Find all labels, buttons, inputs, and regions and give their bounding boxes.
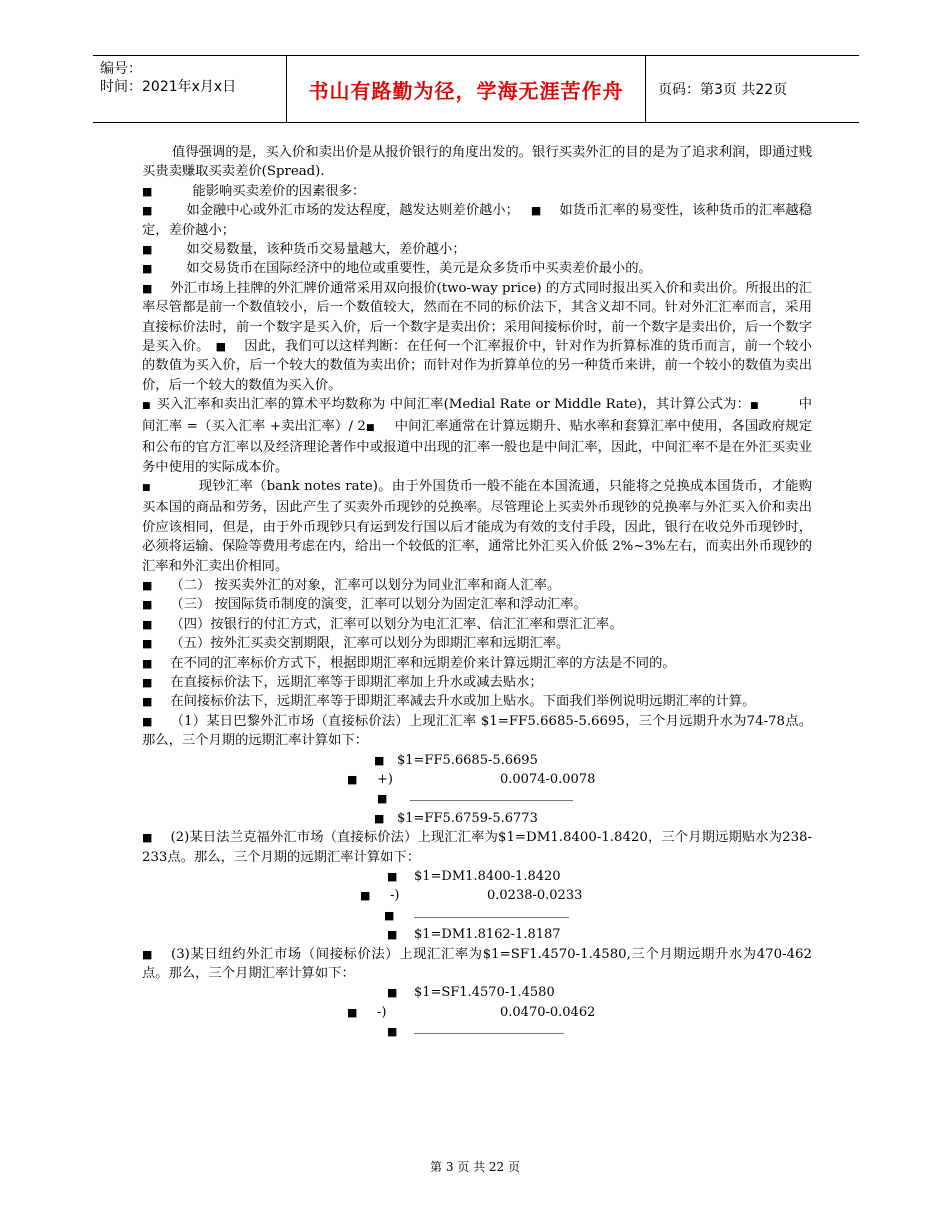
square-bullet-icon: ■ [360,889,371,903]
square-bullet-icon: ■ [384,908,395,922]
bullet-paragraph: ■ 如交易数量，该种货币交易量越大，差价越小； [142,242,466,258]
square-bullet-icon: ■ [142,637,153,651]
calc-line [142,751,812,770]
bullet-paragraph: ■ （四）按银行的付汇方式，汇率可以划分为电汇汇率、信汇汇率和票汇汇率。 [142,616,623,632]
square-bullet-icon: ■ [387,928,398,942]
operator: -) [377,1004,387,1020]
square-bullet-icon: ■ [142,617,153,631]
square-bullet-icon: ■ [142,675,153,689]
document-body [142,143,812,1042]
number-label: 编号： [100,61,142,77]
spot-rate: $1=FF5.6685-5.6695 [397,752,538,768]
header-motto: 书山有路勤为径，学海无涯苦作舟 [286,56,646,122]
rate-difference: 0.0238-0.0233 [487,888,583,904]
bullet-paragraph: ■ 在不同的汇率标价方式下，根据即期汇率和远期差价来计算远期汇率的方法是不同的。 [142,655,676,671]
bullet-paragraph: ■ 买入汇率和卖出汇率的算术平均数称为 中间汇率(Medial Rate or Middle Rate)，其计算公式为：■ 中间汇率 =（买入汇率 +卖出汇率）/ 2■ 中间汇率通常在计算远期升、贴水率和套算汇率中使用，各国政府规定和公布的官方汇率以及经济理论著作中或报道中出现的汇率一般也是中间汇率，因此，中间汇率不是在外汇买卖业务中使用的实际成本价。 [142,397,812,475]
bullet-paragraph: ■ 在间接标价法下，远期汇率等于即期汇率减去升水或加上贴水。下面我们举例说明远期汇率的计算。 [142,694,756,710]
bullet-paragraph: ■ 在直接标价法下，远期汇率等于即期汇率加上升水或减去贴水； [142,674,543,690]
example-paragraph: ■ （1）某日巴黎外汇市场（直接标价法）上现汇汇率 $1=FF5.6685-5.6695，三个月远期升水为74-78点。那么，三个月期的远期汇率计算如下： [142,713,812,749]
operator: +) [377,771,393,787]
square-bullet-icon: ■ [347,772,358,786]
square-bullet-icon: ■ [142,204,153,218]
example-paragraph: ■ (3)某日纽约外汇市场（间接标价法）上现汇汇率为$1=SF1.4570-1.4580,三个月期远期升水为470-462点。那么，三个月期汇率计算如下： [142,946,812,981]
square-bullet-icon: ■ [750,401,759,412]
page-header [93,55,859,123]
square-bullet-icon: ■ [142,243,153,257]
square-bullet-icon: ■ [142,262,153,276]
bullet-paragraph: ■ （五）按外汇买卖交割期限，汇率可以划分为即期汇率和远期汇率。 [142,636,570,652]
rate-difference: 0.0470-0.0462 [500,1004,596,1020]
square-bullet-icon: ■ [387,869,398,883]
square-bullet-icon: ■ [142,281,153,295]
calc-line [142,906,812,925]
example-paragraph: ■ (2)某日法兰克福外汇市场（直接标价法）上现汇汇率为$1=DM1.8400-1.8420，三个月期远期贴水为238-233点。那么，三个月期的远期汇率计算如下： [142,830,812,865]
bullet-paragraph: ■ （二） 按买卖外汇的对象，汇率可以划分为同业汇率和商人汇率。 [142,577,561,593]
square-bullet-icon: ■ [142,598,153,612]
calc-line [142,770,812,789]
bullet-paragraph: ■ 外汇市场上挂牌的外汇牌价通常采用双向报价(two-way price) 的方式同时报出买入价和卖出价。所报出的汇率尽管都是前一个数值较小，后一个数值较大，然而在不同的标价法下，其含义却不同。针对外汇汇率而言，采用直接标价法时，前一个数字是买入价，后一个数字是卖出价；采用间接标价时，前一个数字是卖出价，后一个数字是买入价。 ■ 因此，我们可以这样判断：在任何一个汇率报价中，针对作为折算标准的货币而言，前一个较小的数值为买入价，后一个较大的数值为卖出价；而针对作为折算单位的另一种货币来讲，前一个较小的数值为卖出价，后一个较大的数值为买入价。 [142,280,812,393]
calc-line [142,789,812,808]
square-bullet-icon: ■ [365,422,375,433]
bullet-paragraph: ■ 现钞汇率（bank notes rate)。由于外国货币一般不能在本国流通，只能将之兑换成本国货币，才能购买本国的商品和劳务，因此产生了买卖外币现钞的兑换率。尽管理论上买卖外币现钞的兑换率与外汇买入价和卖出价应该相同，但是，由于外币现钞只有运到发行国以后才能成为有效的支付手段，因此，银行在收兑外币现钞时，必须将运输、保险等费用考虑在内，给出一个较低的汇率，通常比外汇买入价低 2%~3%左右，而卖出外币现钞的汇率和外汇卖出价相同。 [142,478,812,574]
calc-line [142,867,812,886]
square-bullet-icon: ■ [374,811,385,825]
square-bullet-icon: ■ [142,831,153,845]
square-bullet-icon: ■ [347,1005,358,1019]
calc-line [142,925,812,944]
forward-rate: $1=DM1.8162-1.8187 [414,927,561,943]
bullet-paragraph: ■ 如金融中心或外汇市场的发达程度，越发达则差价越小； ■ 如货币汇率的易变性，该种货币的汇率越稳定，差价越小； [142,203,813,238]
time-label: 时间：2021年x月x日 [100,79,237,95]
square-bullet-icon: ■ [374,753,385,767]
square-bullet-icon: ■ [387,986,398,1000]
calc-line [142,1022,812,1041]
sum-rule [414,1033,564,1034]
spot-rate: $1=SF1.4570-1.4580 [414,985,555,1001]
square-bullet-icon: ■ [142,656,153,670]
square-bullet-icon: ■ [142,578,153,592]
square-bullet-icon: ■ [215,340,227,354]
bullet-paragraph: ■ 能影响买卖差价的因素很多： [142,183,366,199]
rate-difference: 0.0074-0.0078 [500,771,596,787]
square-bullet-icon: ■ [142,947,154,961]
square-bullet-icon: ■ [142,401,151,412]
square-bullet-icon: ■ [387,1025,398,1039]
calc-line [142,1003,812,1022]
bullet-paragraph: ■ （三） 按国际货币制度的演变，汇率可以划分为固定汇率和浮动汇率。 [142,597,587,613]
bullet-paragraph: ■ 如交易货币在国际经济中的地位或重要性，美元是众多货币中买卖差价最小的。 [142,261,652,277]
sum-rule [410,800,573,801]
operator: -) [390,888,400,904]
page-footer: 第 3 页 共 22 页 [430,1160,520,1174]
square-bullet-icon: ■ [142,184,153,198]
square-bullet-icon: ■ [377,792,388,806]
header-meta [100,60,236,96]
square-bullet-icon: ■ [530,204,542,218]
square-bullet-icon: ■ [142,714,153,728]
paragraph: 值得强调的是，买入价和卖出价是从报价银行的角度出发的。银行买卖外汇的目的是为了追求利润，即通过贱买贵卖赚取买卖差价(Spread). [142,145,812,180]
square-bullet-icon: ■ [142,482,151,493]
calc-line [142,809,812,828]
header-page-label: 页码：第3页 共22页 [658,82,788,98]
calc-line [142,983,812,1002]
sum-rule [414,917,569,918]
spot-rate: $1=DM1.8400-1.8420 [414,868,561,884]
forward-rate: $1=FF5.6759-5.6773 [397,810,538,826]
square-bullet-icon: ■ [142,695,153,709]
calc-line [142,886,812,905]
